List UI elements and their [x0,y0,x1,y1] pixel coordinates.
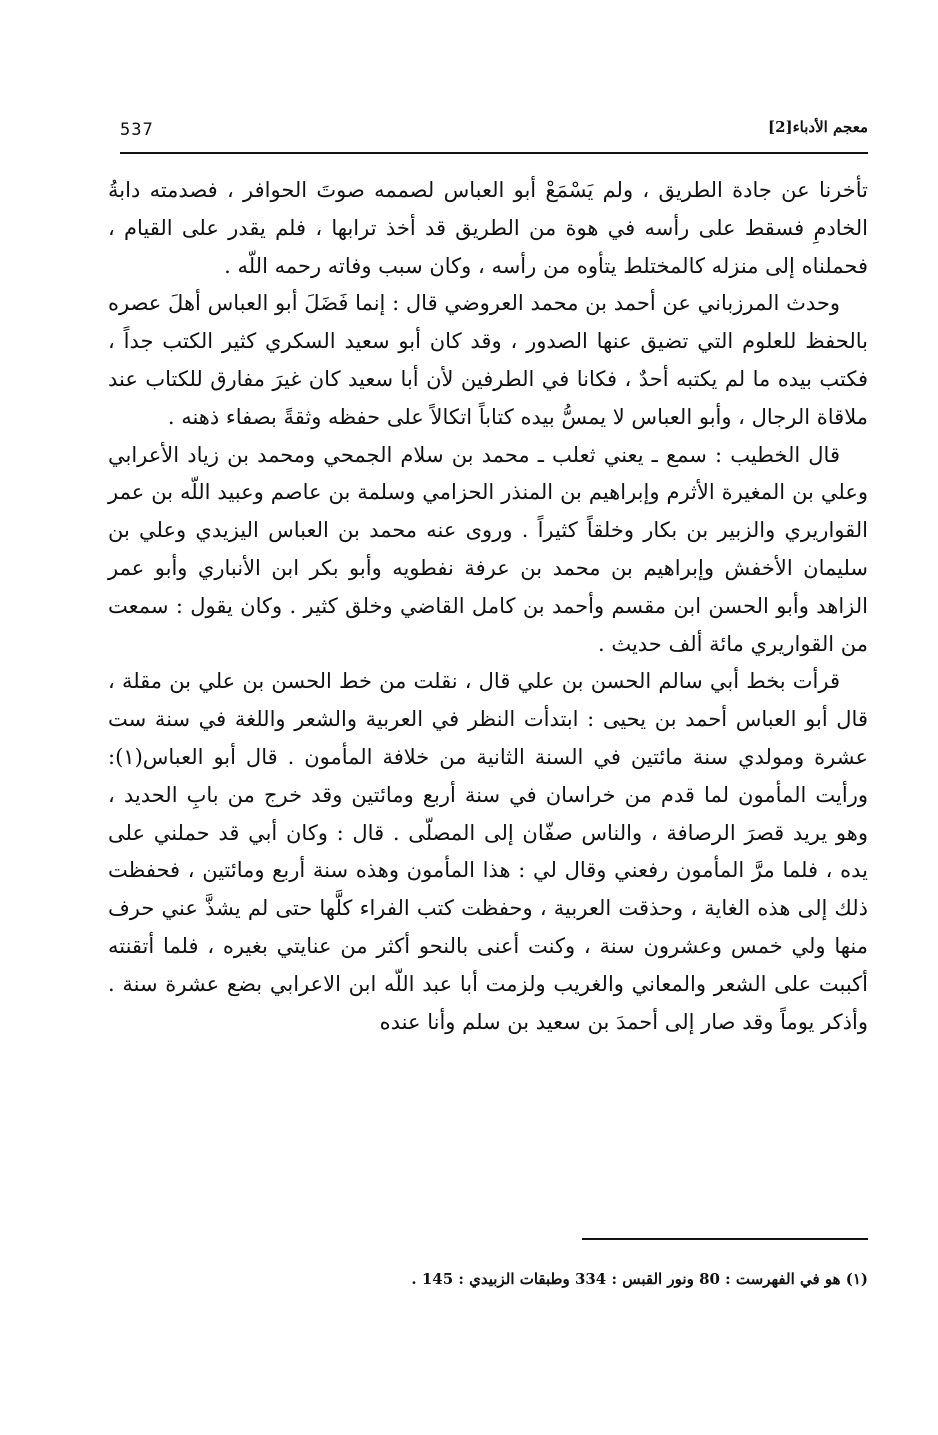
body-text [108,172,868,1041]
paragraph-3: قال الخطيب : سمع ـ يعني ثعلب ـ محمد بن سلام الجمحي ومحمد بن زياد الأعرابي وعلي بن المغيرة الأثرم وإبراهيم بن المنذر الحزامي وسلمة بن عاصم وعبيد اللّه بن عمر القواريري والزبير بن بكار وخلقاً كثيراً . وروى عنه محمد بن العباس اليزيدي وعلي بن سليمان الأخفش وإبراهيم بن محمد بن عرفة نفطويه وأبو بكر ابن الأنباري وأبو عمر الزاهد وأبو الحسن ابن مقسم وأحمد بن كامل القاضي وخلق كثير . وكان يقول : سمعت من القواريري مائة ألف حديث . [108,442,868,656]
footnote-divider [582,1238,868,1240]
paragraph-1: تأخرنا عن جادة الطريق ، ولم يَسْمَعْ أبو العباس لصممه صوتَ الحوافر ، فصدمته دابةُ الخادمِ فسقط على رأسه في هوة من الطريق قد أخذ ترابها ، فلم يقدر على القيام ، فحملناه إلى منزله كالمختلط يتأوه من رأسه ، وكان سبب وفاته رحمه اللّه . [108,178,868,278]
paragraph-4: قرأت بخط أبي سالم الحسن بن علي قال ، نقلت من خط الحسن بن علي بن مقلة ، قال أبو العباس أحمد بن يحيى : ابتدأت النظر في العربية والشعر واللغة في سنة ست عشرة ومولدي سنة مائتين في السنة الثانية من خلافة المأمون . قال أبو العباس(١): ورأيت المأمون لما قدم من خراسان في سنة أربع ومائتين وقد خرج من بابِ الحديد ، وهو يريد قصرَ الرصافة ، والناس صفّان إلى المصلّى . قال : وكان أبي قد حملني على يده ، فلما مرَّ المأمون رفعني وقال لي : هذا المأمون وهذه سنة أربع ومائتين ، فحفظت ذلك إلى هذه الغاية ، وحذقت العربية ، وحفظت كتب الفراء كلَّها حتى لم يشذَّ عني حرف منها ولي خمس وعشرون سنة ، وكنت أعنى بالنحو أكثر من عنايتي بغيره ، فلما أتقنته أكببت على الشعر والمعاني والغريب ولزمت أبا عبد اللّه ابن الاعرابي بضع عشرة سنة . وأذكر يوماً وقد صار إلى أحمدَ بن سعيد بن سلم وأنا عنده [108,669,868,1034]
paragraph-2: وحدث المرزباني عن أحمد بن محمد العروضي قال : إنما فَضَلَ أبو العباس أهلَ عصره بالحفظ للعلوم التي تضيق عنها الصدور ، وقد كان أبو سعيد السكري كثير الكتب جداً ، فكتب بيده ما لم يكتبه أحدٌ ، فكانا في الطرفين لأن أبا سعيد كان غيرَ مفارق للكتاب عند ملاقاة الرجال ، وأبو العباس لا يمسُّ بيده كتاباً اتكالاً على حفظه وثقةً بصفاء ذهنه . [108,291,868,429]
page-header [120,118,868,154]
page-number: 537 [120,120,154,140]
running-title: معجم الأدباء[2] [767,118,868,136]
footnote: (١) هو في الفهرست : 80 ونور القبس : 334 وطبقات الزبيدي : 145 . [411,1270,868,1288]
